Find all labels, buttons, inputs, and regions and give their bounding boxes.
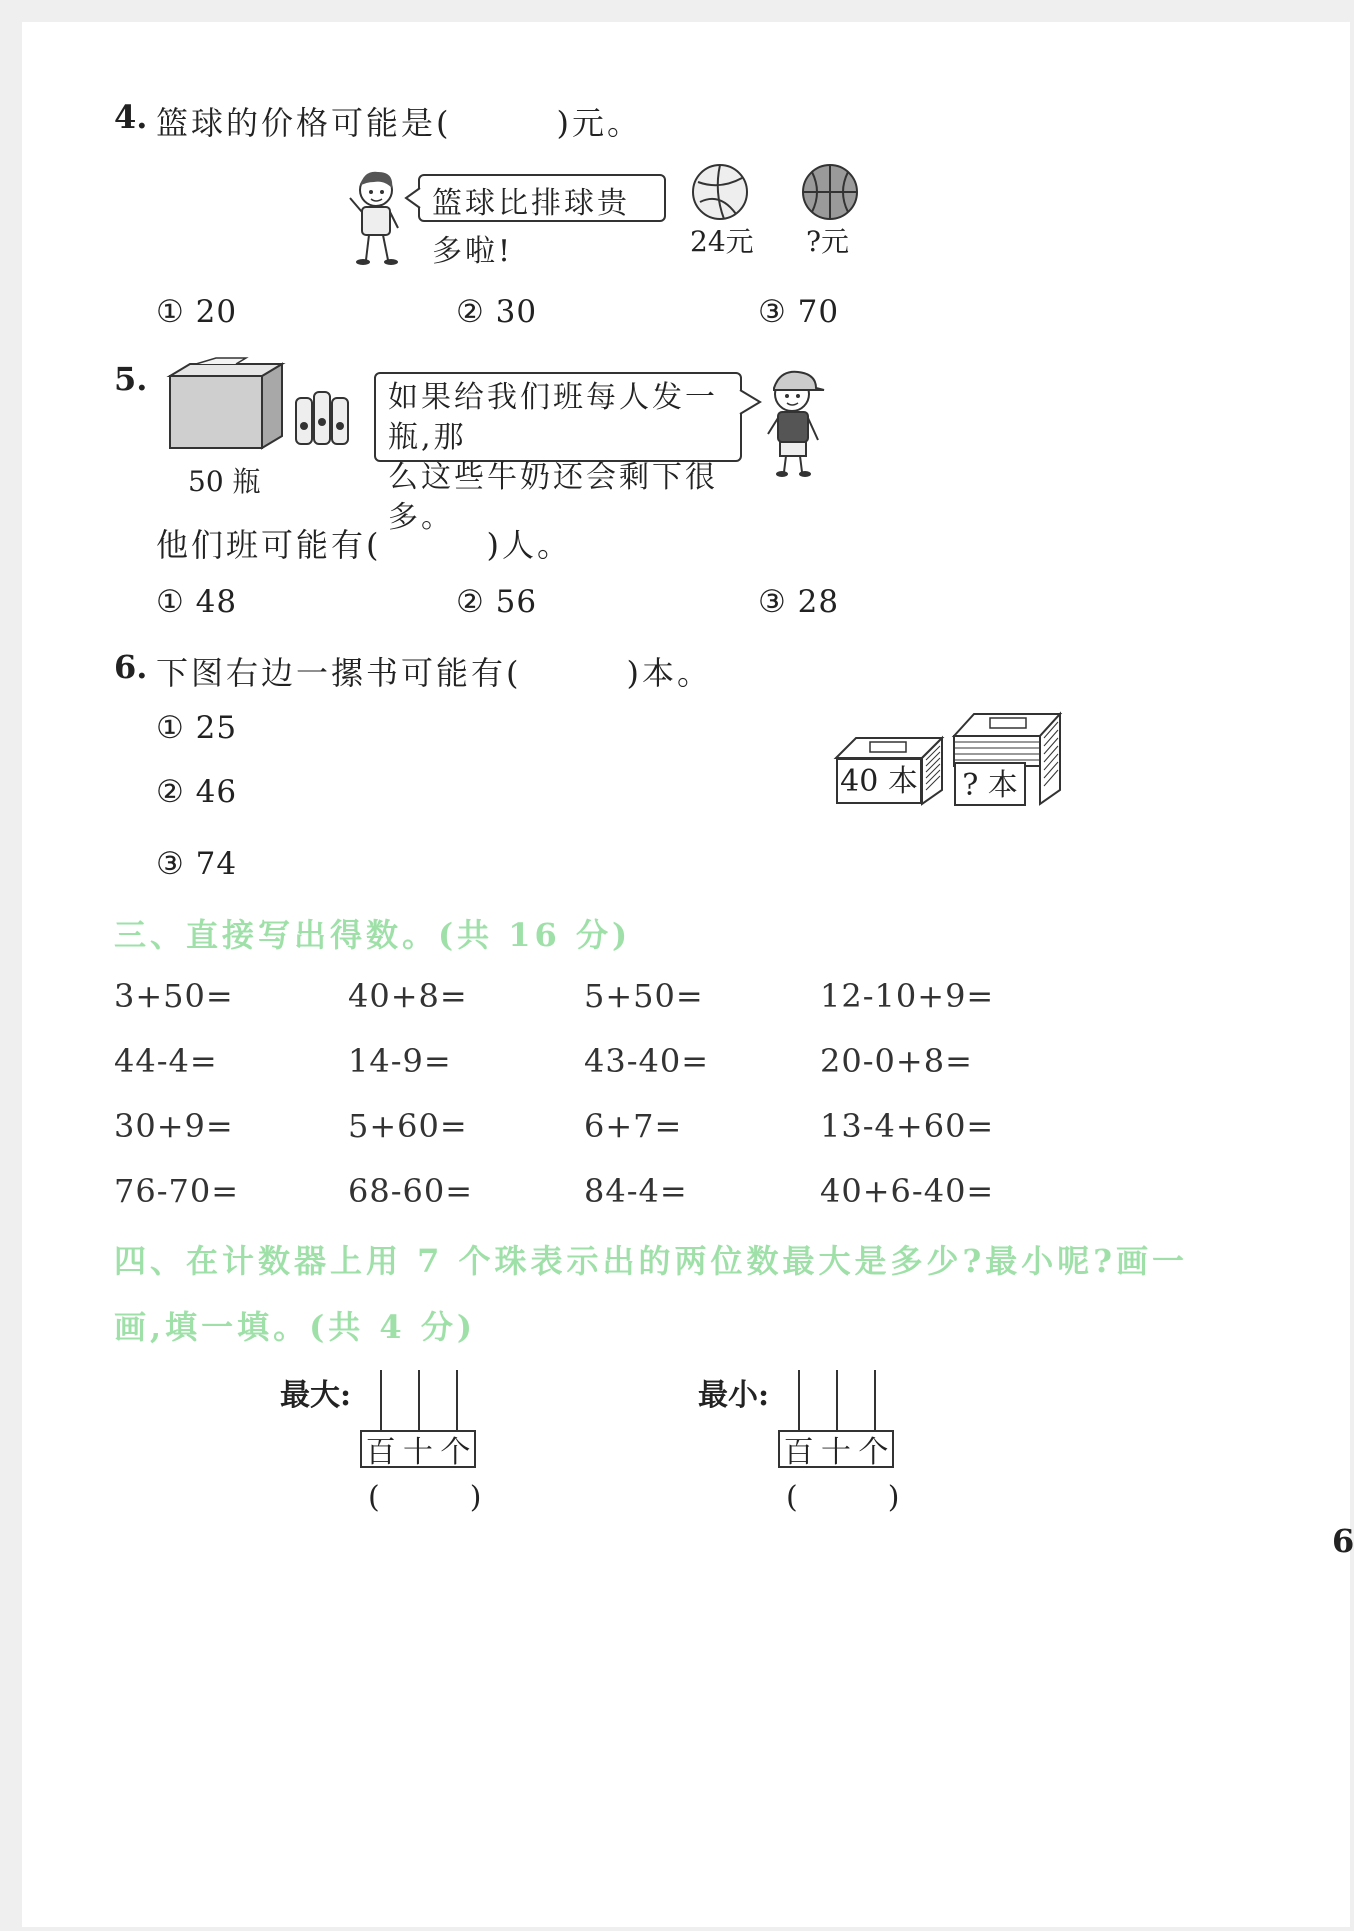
calc-item: 84-4= <box>584 1172 688 1210</box>
boy-illustration <box>344 168 410 268</box>
milk-bottles-icon <box>292 388 354 448</box>
q4-option-3: ③ 70 <box>758 294 840 330</box>
section4-title-line-2: 画,填一填。(共 4 分) <box>114 1308 476 1346</box>
place-hundreds: 百 <box>783 1435 814 1470</box>
place-ones: 个 <box>858 1435 889 1470</box>
q5-text: 他们班可能有( )人。 <box>156 526 572 564</box>
place-tens: 十 <box>820 1435 851 1470</box>
q6-option-3: ③ 74 <box>156 846 238 882</box>
calc-item: 6+7= <box>584 1107 683 1145</box>
calc-item: 3+50= <box>114 977 234 1015</box>
q4-text: 篮球的价格可能是( )元。 <box>156 104 642 142</box>
calc-item: 68-60= <box>348 1172 474 1210</box>
calc-item: 40+6-40= <box>820 1172 995 1210</box>
calc-item: 5+60= <box>348 1107 468 1145</box>
abacus-max-label: 最大: <box>280 1378 352 1413</box>
q6-text: 下图右边一摞书可能有( )本。 <box>156 654 712 692</box>
q5-option-3: ③ 28 <box>758 584 840 620</box>
calc-item: 13-4+60= <box>820 1107 995 1145</box>
q6-option-2: ② 46 <box>156 774 238 810</box>
abacus-max-base <box>360 1430 476 1468</box>
calc-item: 12-10+9= <box>820 977 995 1015</box>
page-number: 6 <box>1332 1522 1354 1560</box>
abacus-min-base <box>778 1430 894 1468</box>
q6-number: 6. <box>114 648 148 686</box>
section4-title-line-1: 四、在计数器上用 7 个珠表示出的两位数最大是多少?最小呢?画一 <box>114 1242 1189 1280</box>
q4-option-1: ① 20 <box>156 294 238 330</box>
calc-item: 30+9= <box>114 1107 234 1145</box>
q4-speech-text: 篮球比排球贵多啦! <box>432 186 630 269</box>
milk-box-label: 50 瓶 <box>188 465 261 498</box>
abacus-max-answer[interactable]: ( ) <box>368 1480 482 1515</box>
q5-number: 5. <box>114 360 148 398</box>
q5-speech-bubble <box>374 372 742 535</box>
q5-option-2: ② 56 <box>456 584 538 620</box>
abacus-rod <box>380 1370 382 1432</box>
bubble-tail <box>406 188 420 208</box>
basketball-price: ?元 <box>806 225 850 258</box>
volleyball-price: 24元 <box>690 225 754 258</box>
calc-item: 40+8= <box>348 977 468 1015</box>
place-ones: 个 <box>440 1435 471 1470</box>
place-tens: 十 <box>402 1435 433 1470</box>
book-stack-right-label: ? 本 <box>954 762 1026 806</box>
calc-item: 76-70= <box>114 1172 240 1210</box>
abacus-rod <box>874 1370 876 1432</box>
calc-item: 14-9= <box>348 1042 452 1080</box>
calc-item: 43-40= <box>584 1042 710 1080</box>
abacus-rod <box>798 1370 800 1432</box>
abacus-min-label: 最小: <box>698 1378 770 1413</box>
book-stack-left-label: 40 本 <box>836 758 922 804</box>
volleyball-icon <box>690 162 750 222</box>
place-hundreds: 百 <box>365 1435 396 1470</box>
basketball-icon <box>800 162 860 222</box>
boy-with-cap-illustration <box>762 366 826 478</box>
abacus-min-answer[interactable]: ( ) <box>786 1480 900 1515</box>
calc-item: 20-0+8= <box>820 1042 973 1080</box>
q4-option-2: ② 30 <box>456 294 538 330</box>
q4-number: 4. <box>114 98 148 136</box>
q5-bubble-tail <box>740 390 762 414</box>
abacus-rod <box>456 1370 458 1432</box>
q4-speech-bubble <box>418 174 666 269</box>
abacus-rod <box>418 1370 420 1432</box>
section3-title: 三、直接写出得数。(共 16 分) <box>114 916 632 954</box>
abacus-rod <box>836 1370 838 1432</box>
worksheet-page <box>22 22 1354 1927</box>
milk-box-icon <box>166 356 286 452</box>
q6-option-1: ① 25 <box>156 710 238 746</box>
calc-item: 44-4= <box>114 1042 218 1080</box>
q5-speech-line-1: 如果给我们班每人发一瓶,那 <box>388 380 718 455</box>
q5-option-1: ① 48 <box>156 584 238 620</box>
calc-item: 5+50= <box>584 977 704 1015</box>
q5-speech-line-2: 么这些牛奶还会剩下很多。 <box>388 460 718 535</box>
